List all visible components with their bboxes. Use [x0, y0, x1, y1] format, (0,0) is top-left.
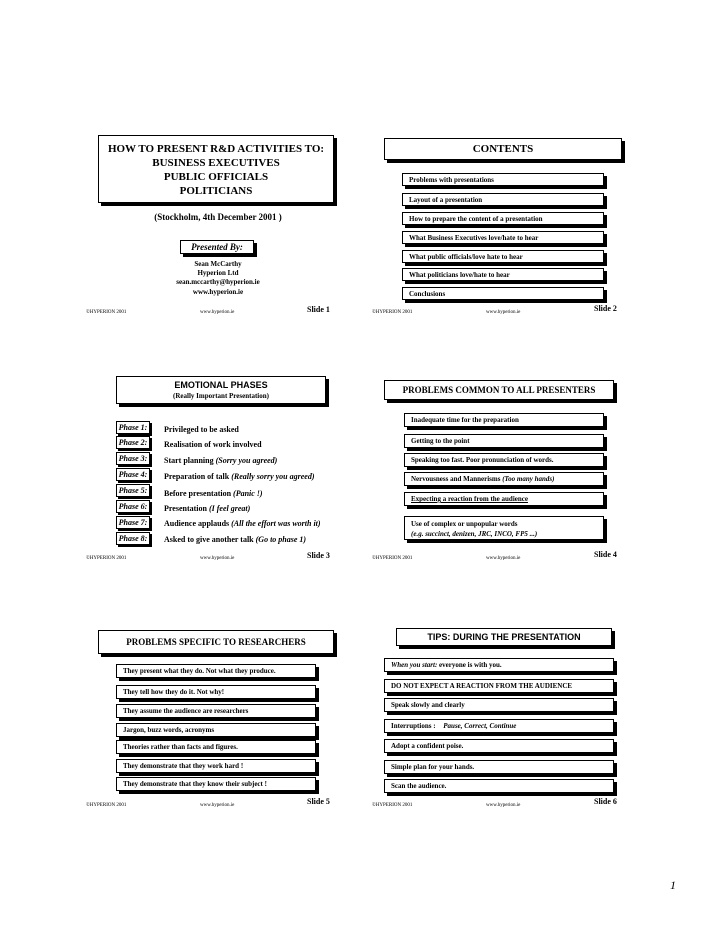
contents-item: Problems with presentations	[402, 173, 604, 186]
contents-item: Conclusions	[402, 287, 604, 300]
slide1-title-line: BUSINESS EXECUTIVES	[152, 157, 280, 169]
presenter-web: www.hyperion.ie	[192, 288, 244, 296]
slide3-title: EMOTIONAL PHASES	[174, 380, 268, 390]
problem-item: Inadequate time for the preparation	[404, 413, 604, 427]
slide2-title-box: CONTENTS	[384, 138, 622, 160]
phase-text: Start planning (Sorry you agreed)	[164, 456, 278, 465]
slide1-title-line: HOW TO PRESENT R&D ACTIVITIES TO:	[107, 143, 325, 155]
slide3-footer-left: ©HYPERION 2001	[86, 556, 127, 561]
problem-item: Expecting a reaction from the audience	[404, 492, 604, 506]
tip-item: When you start: everyone is with you.	[384, 658, 614, 672]
contents-item: What public officials/love hate to hear	[402, 250, 604, 263]
researcher-problem: They tell how they do it. Not why!	[116, 685, 316, 699]
contents-item: Layout of a presentation	[402, 193, 604, 206]
slide3-title-box	[116, 376, 326, 404]
researcher-problem: Theories rather than facts and figures.	[116, 740, 316, 754]
problem-words-line: Use of complex or unpopular words	[411, 520, 518, 528]
page-number: 1	[670, 878, 676, 892]
problem-item: Getting to the point	[404, 434, 604, 448]
slide5-number: Slide 5	[307, 797, 330, 806]
phase-label: Phase 1:	[116, 421, 150, 434]
researcher-problem: They assume the audience are researchers	[116, 704, 316, 718]
researcher-problem: They demonstrate that they know their subject !	[116, 777, 316, 791]
slide6-footer-left: ©HYPERION 2001	[372, 803, 413, 808]
phase-label: Phase 8:	[116, 532, 150, 545]
problem-words-examples: (e.g. succinct, denizen, JRC, INCO, FP5 ...)	[411, 530, 538, 538]
slide3-number: Slide 3	[307, 551, 330, 560]
tip-item: Interruptions : Pause, Correct, Continue	[384, 719, 614, 733]
phase-text: Realisation of work involved	[164, 440, 262, 449]
presented-by-box: Presented By:	[180, 240, 254, 254]
slide4-footer-left: ©HYPERION 2001	[372, 556, 413, 561]
phase-text: Privileged to be asked	[164, 425, 239, 434]
phase-text: Before presentation (Panic !)	[164, 489, 263, 498]
slide1-title-line: PUBLIC OFFICIALS	[163, 171, 269, 183]
phase-text: Asked to give another talk (Go to phase 1)	[164, 535, 307, 544]
researcher-problem: Jargon, buzz words, acronyms	[116, 723, 316, 737]
tip-item: DO NOT EXPECT A REACTION FROM THE AUDIENCE	[384, 679, 614, 693]
researcher-problem: They demonstrate that they work hard !	[116, 759, 316, 773]
slide1-title-box	[98, 135, 334, 203]
slide4-footer-center: www.hyperion.ie	[486, 556, 521, 561]
tip-item: Adopt a confident poise.	[384, 739, 614, 753]
phase-label: Phase 3:	[116, 452, 150, 465]
phase-label: Phase 6:	[116, 500, 150, 513]
slide5-footer-center: www.hyperion.ie	[200, 803, 235, 808]
slide6-number: Slide 6	[594, 797, 617, 806]
slide1-footer-left: ©HYPERION 2001	[86, 310, 127, 315]
slide4-number: Slide 4	[594, 550, 617, 559]
slide5-footer-left: ©HYPERION 2001	[86, 803, 127, 808]
slide5-title-box: PROBLEMS SPECIFIC TO RESEARCHERS	[98, 630, 334, 654]
phase-text: Audience applauds (All the effort was worth it)	[164, 519, 321, 528]
slide2-number: Slide 2	[594, 304, 617, 313]
slide1-number: Slide 1	[307, 305, 330, 314]
slide1-title-line: POLITICIANS	[179, 185, 253, 197]
phase-text: Preparation of talk (Really sorry you agreed)	[164, 472, 315, 481]
slide6-title-box: TIPS: DURING THE PRESENTATION	[396, 628, 612, 646]
slide2-footer-center: www.hyperion.ie	[486, 310, 521, 315]
slide6-footer-center: www.hyperion.ie	[486, 803, 521, 808]
phase-label: Phase 2:	[116, 436, 150, 449]
tip-item: Simple plan for your hands.	[384, 760, 614, 774]
slide1-date: (Stockholm, 4th December 2001 )	[154, 212, 282, 222]
slide4-title-box: PROBLEMS COMMON TO ALL PRESENTERS	[384, 380, 614, 400]
slide1-footer-center: www.hyperion.ie	[200, 310, 235, 315]
contents-item: How to prepare the content of a presentation	[402, 212, 604, 225]
phase-label: Phase 4:	[116, 468, 150, 481]
phase-label: Phase 5:	[116, 484, 150, 497]
problem-item-words	[404, 516, 604, 540]
slide2-footer-left: ©HYPERION 2001	[372, 310, 413, 315]
phase-text: Presentation (I feel great)	[164, 504, 251, 513]
problem-item: Speaking too fast. Poor pronunciation of words.	[404, 453, 604, 467]
presenter-name: Sean McCarthy	[194, 260, 242, 268]
slide3-subtitle: (Really Important Presentation)	[173, 392, 269, 400]
slide3-footer-center: www.hyperion.ie	[200, 556, 235, 561]
tip-item: Scan the audience.	[384, 779, 614, 793]
phase-label: Phase 7:	[116, 516, 150, 529]
tip-item: Speak slowly and clearly	[384, 698, 614, 712]
presenter-email: sean.mccarthy@hyperion.ie	[176, 278, 260, 286]
researcher-problem: They present what they do. Not what they produce.	[116, 664, 316, 678]
problem-item: Nervousness and Mannerisms (Too many hands)	[404, 472, 604, 486]
contents-item: What politicians love/hate to hear	[402, 268, 604, 281]
presenter-company: Hyperion Ltd	[197, 269, 239, 277]
contents-item: What Business Executives love/hate to hear	[402, 231, 604, 244]
